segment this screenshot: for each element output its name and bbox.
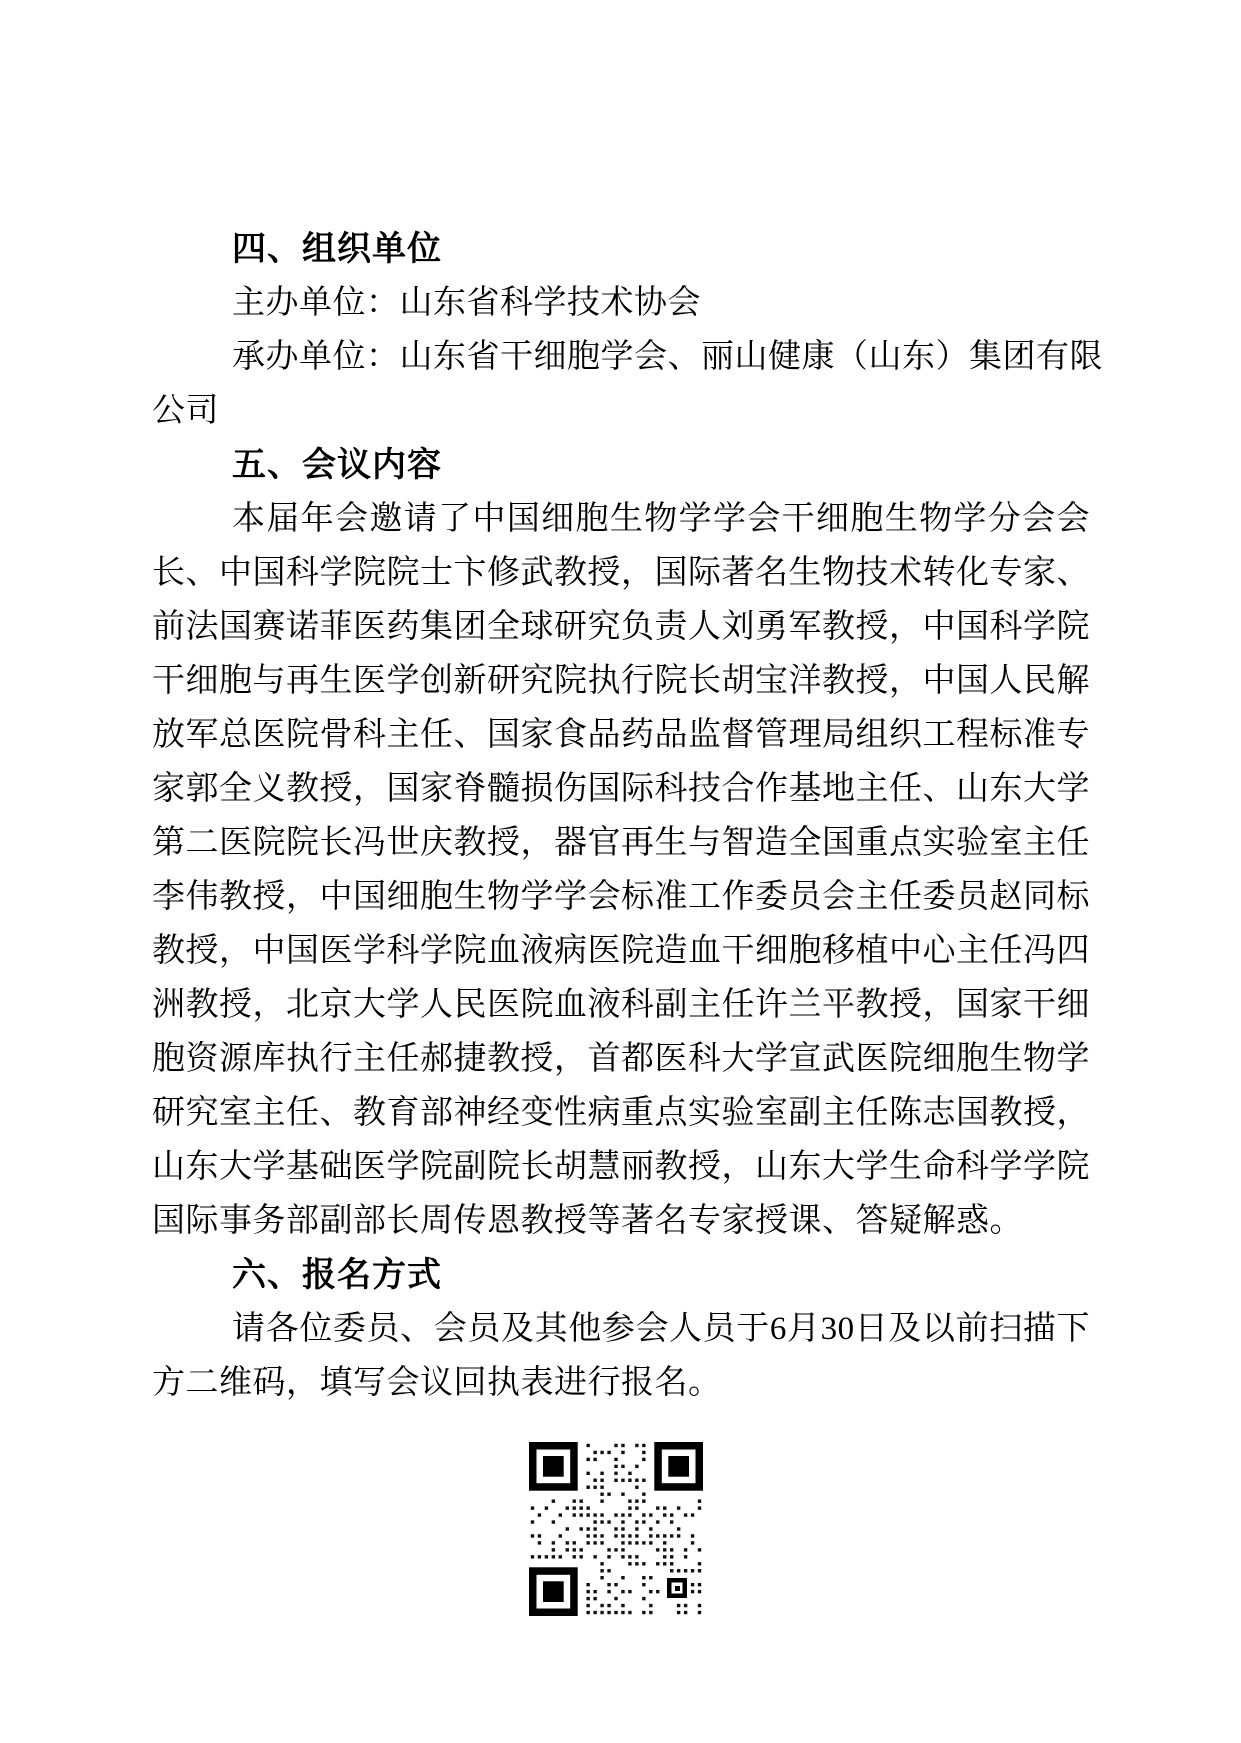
content-line-2: 长、中国科学院院士卞修武教授，国际著名生物技术转化专家、: [152, 555, 1090, 591]
section-5-heading: 五、会议内容: [232, 446, 442, 484]
organizer-unit-line: 承办单位：山东省干细胞学会、丽山健康（山东）集团有限: [232, 339, 1103, 375]
content-line-9: 教授，中国医学科学院血液病医院造血干细胞移植中心主任冯四: [152, 933, 1090, 969]
content-line-1: 本届年会邀请了中国细胞生物学学会干细胞生物学分会会: [232, 501, 1090, 537]
content-line-12: 研究室主任、教育部神经变性病重点实验室副主任陈志国教授，: [152, 1095, 1090, 1131]
registration-line-2: 方二维码，填写会议回执表进行报名。: [152, 1365, 722, 1401]
content-line-13: 山东大学基础医学院副院长胡慧丽教授，山东大学生命科学学院: [152, 1149, 1090, 1185]
section-6-heading: 六、报名方式: [232, 1256, 442, 1294]
content-line-11: 胞资源库执行主任郝捷教授，首都医科大学宣武医院细胞生物学: [152, 1041, 1090, 1077]
qr-code-icon: [529, 1442, 703, 1616]
host-unit-line: 主办单位：山东省科学技术协会: [232, 285, 701, 321]
content-line-4: 干细胞与再生医学创新研究院执行院长胡宝洋教授，中国人民解: [152, 663, 1090, 699]
content-line-6: 家郭全义教授，国家脊髓损伤国际科技合作基地主任、山东大学: [152, 771, 1090, 807]
document-content: [152, 222, 1103, 1410]
registration-line-1: 请各位委员、会员及其他参会人员于6月30日及以前扫描下: [232, 1311, 1090, 1347]
content-line-5: 放军总医院骨科主任、国家食品药品监督管理局组织工程标准专: [152, 717, 1090, 753]
content-line-14: 国际事务部副部长周传恩教授等著名专家授课、答疑解惑。: [152, 1203, 1023, 1239]
content-line-7: 第二医院院长冯世庆教授，器官再生与智造全国重点实验室主任: [152, 825, 1090, 861]
content-line-8: 李伟教授，中国细胞生物学学会标准工作委员会主任委员赵同标: [152, 879, 1090, 915]
content-line-3: 前法国赛诺菲医药集团全球研究负责人刘勇军教授，中国科学院: [152, 609, 1090, 645]
organizer-unit-wrap-line: 公司: [152, 393, 219, 429]
content-line-10: 洲教授，北京大学人民医院血液科副主任许兰平教授，国家干细: [152, 987, 1090, 1023]
section-4-heading: 四、组织单位: [232, 230, 442, 268]
